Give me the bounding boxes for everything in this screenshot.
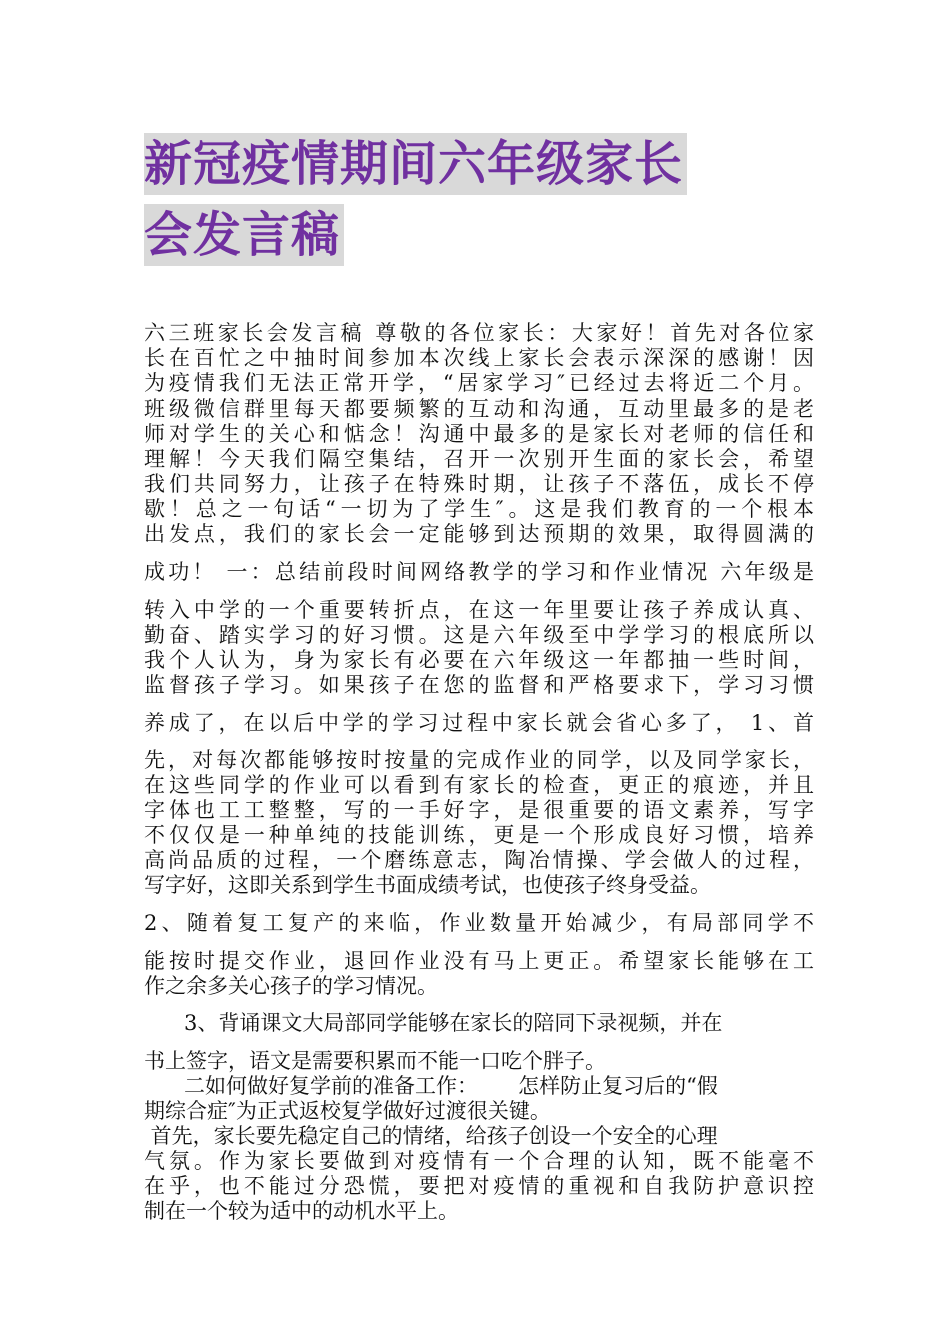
body-line: 长在百忙之中抽时间参加本次线上家长会表示深深的感谢！因 bbox=[144, 346, 814, 370]
body-line: 转入中学的一个重要转折点，在这一年里要让孩子养成认真、 bbox=[144, 598, 814, 622]
body-line: 能按时提交作业，退回作业没有马上更正。希望家长能够在工 bbox=[144, 949, 814, 973]
body-line: 师对学生的关心和惦念！沟通中最多的是家长对老师的信任和 bbox=[144, 422, 814, 446]
body-line: 制在一个较为适中的动机水平上。 bbox=[144, 1199, 459, 1223]
body-line: 勤奋、踏实学习的好习惯。这是六年级至中学学习的根底所以 bbox=[144, 623, 814, 647]
body-line: 在这些同学的作业可以看到有家长的检查，更正的痕迹，并且 bbox=[144, 773, 814, 797]
body-line: 作之余多关心孩子的学习情况。 bbox=[144, 974, 438, 998]
body-line: 首先，家长要先稳定自己的情绪，给孩子创设一个安全的心理 bbox=[144, 1124, 718, 1148]
body-line: 不仅仅是一种单纯的技能训练，更是一个形成良好习惯，培养 bbox=[144, 823, 814, 847]
body-line: 在乎，也不能过分恐慌，要把对疫情的重视和自我防护意识控 bbox=[144, 1174, 814, 1198]
body-line: 出发点，我们的家长会一定能够到达预期的效果，取得圆满的 bbox=[144, 522, 814, 546]
body-line: 班级微信群里每天都要频繁的互动和沟通，互动里最多的是老 bbox=[144, 397, 814, 421]
document-title-line-1: 新冠疫情期间六年级家长 bbox=[144, 133, 687, 195]
body-line: 写字好，这即关系到学生书面成绩考试，也使孩子终身受益。 bbox=[144, 873, 711, 897]
body-line: 气氛。作为家长要做到对疫情有一个合理的认知，既不能毫不 bbox=[144, 1149, 814, 1173]
body-line: 为疫情我们无法正常开学，“居家学习″已经过去将近二个月。 bbox=[144, 371, 814, 395]
body-line: 3、背诵课文大局部同学能够在家长的陪同下录视频，并在 bbox=[144, 1011, 723, 1035]
body-line: 期综合症″为正式返校复学做好过渡很关键。 bbox=[144, 1099, 551, 1123]
body-line: 成功！ 一：总结前段时间网络教学的学习和作业情况 六年级是 bbox=[144, 560, 814, 584]
body-line: 歇！总之一句话“一切为了学生″。这是我们教育的一个根本 bbox=[144, 497, 814, 521]
body-line: 养成了，在以后中学的学习过程中家长就会省心多了， 1、首 bbox=[144, 711, 814, 735]
body-line: 字体也工工整整，写的一手好字，是很重要的语文素养，写字 bbox=[144, 798, 814, 822]
body-line: 理解！今天我们隔空集结，召开一次别开生面的家长会，希望 bbox=[144, 447, 814, 471]
body-line: 六三班家长会发言稿 尊敬的各位家长：大家好！首先对各位家 bbox=[144, 321, 814, 345]
body-line: 监督孩子学习。如果孩子在您的监督和严格要求下，学习习惯 bbox=[144, 673, 814, 697]
body-line: 高尚品质的过程，一个磨练意志，陶冶情操、学会做人的过程， bbox=[144, 848, 814, 872]
body-line: 书上签字，语文是需要积累而不能一口吃个胖子。 bbox=[144, 1049, 606, 1073]
body-line: 先，对每次都能够按时按量的完成作业的同学，以及同学家长， bbox=[144, 748, 814, 772]
body-line: 我个人认为，身为家长有必要在六年级这一年都抽一些时间， bbox=[144, 648, 814, 672]
body-line: 2、随着复工复产的来临，作业数量开始减少，有局部同学不 bbox=[144, 911, 814, 935]
document-title-line-2: 会发言稿 bbox=[144, 204, 344, 266]
body-line: 我们共同努力，让孩子在特殊时期，让孩子不落伍，成长不停 bbox=[144, 472, 814, 496]
body-line: 二如何做好复学前的准备工作： 怎样防止复习后的“假 bbox=[144, 1074, 718, 1098]
